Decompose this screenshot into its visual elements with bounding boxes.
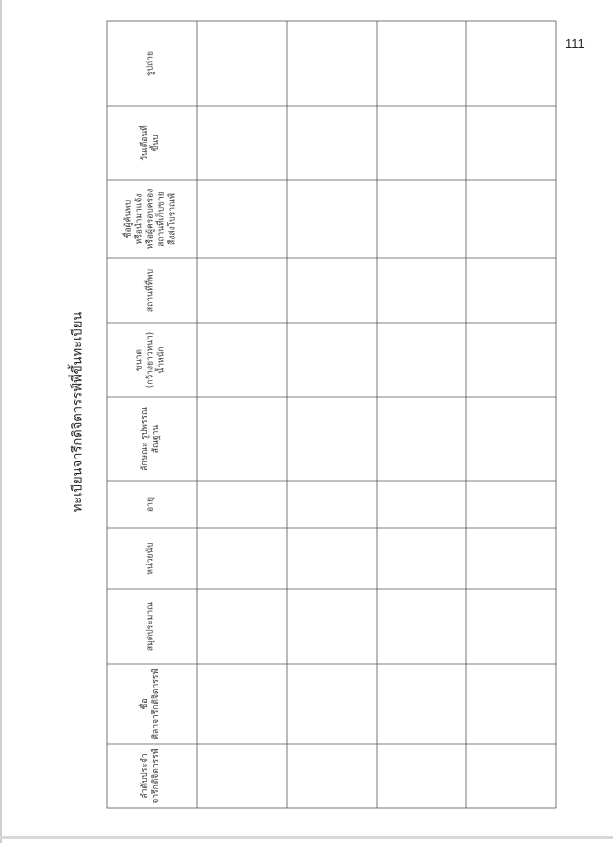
header-cell-5 [135, 332, 167, 388]
header-cell-4 [144, 269, 156, 312]
header-cell-11 [140, 748, 161, 803]
header-cell-10 [138, 669, 161, 740]
header-label: น้ำหนัก [156, 346, 167, 374]
header-label: หน่วยนับ [145, 542, 156, 575]
header-cell-2 [138, 125, 161, 161]
header-label: สืงส่งโบราณฟ์ [167, 193, 178, 245]
form-title: ทะเบียนจารึกดิจิตารรฟ์พี่ขึ้นทะเบียน [70, 311, 86, 513]
header-label: ลำดับประจำ [140, 753, 150, 799]
header-label: หรือผู้ครอบครอง [145, 188, 156, 250]
header-label: อายุ [145, 497, 156, 512]
header-cell-6 [140, 407, 161, 471]
header-label: ขนาด [134, 349, 145, 371]
header-cell-7 [146, 497, 156, 512]
header-label: ศิลาจารึกดิจิตารรฟ์ [151, 668, 161, 740]
header-label: (กว้างยาวหนา) [145, 331, 156, 389]
header-label: ขึ้นบ [151, 134, 161, 152]
page-number: 111 [565, 36, 585, 51]
header-label: สมุดประมาณ [145, 601, 156, 652]
header-label: รูปถ่าย [145, 51, 156, 76]
header-label: ลักษณะ รูปพรรณ [140, 407, 150, 471]
header-label: สถานที่ที่พบ [145, 268, 156, 313]
header-cell-8 [146, 542, 156, 574]
header-label: สถานที่เก็บขาย [156, 191, 167, 247]
header-cell-3 [122, 189, 178, 250]
table-border [107, 21, 556, 808]
header-cell-1 [146, 51, 156, 76]
header-cell-9 [146, 602, 156, 651]
header-label: จารึกดิจิตารรฟ์ [151, 748, 161, 804]
header-label: หรือนำมาแจ้ง [134, 193, 145, 245]
header-label: ชื่อผู้ค้นพบ [123, 199, 134, 239]
header-label: ชื่อ [140, 698, 150, 710]
header-label: วันเดือนที่ [140, 125, 150, 161]
header-label: สัณฐาน [151, 424, 161, 454]
